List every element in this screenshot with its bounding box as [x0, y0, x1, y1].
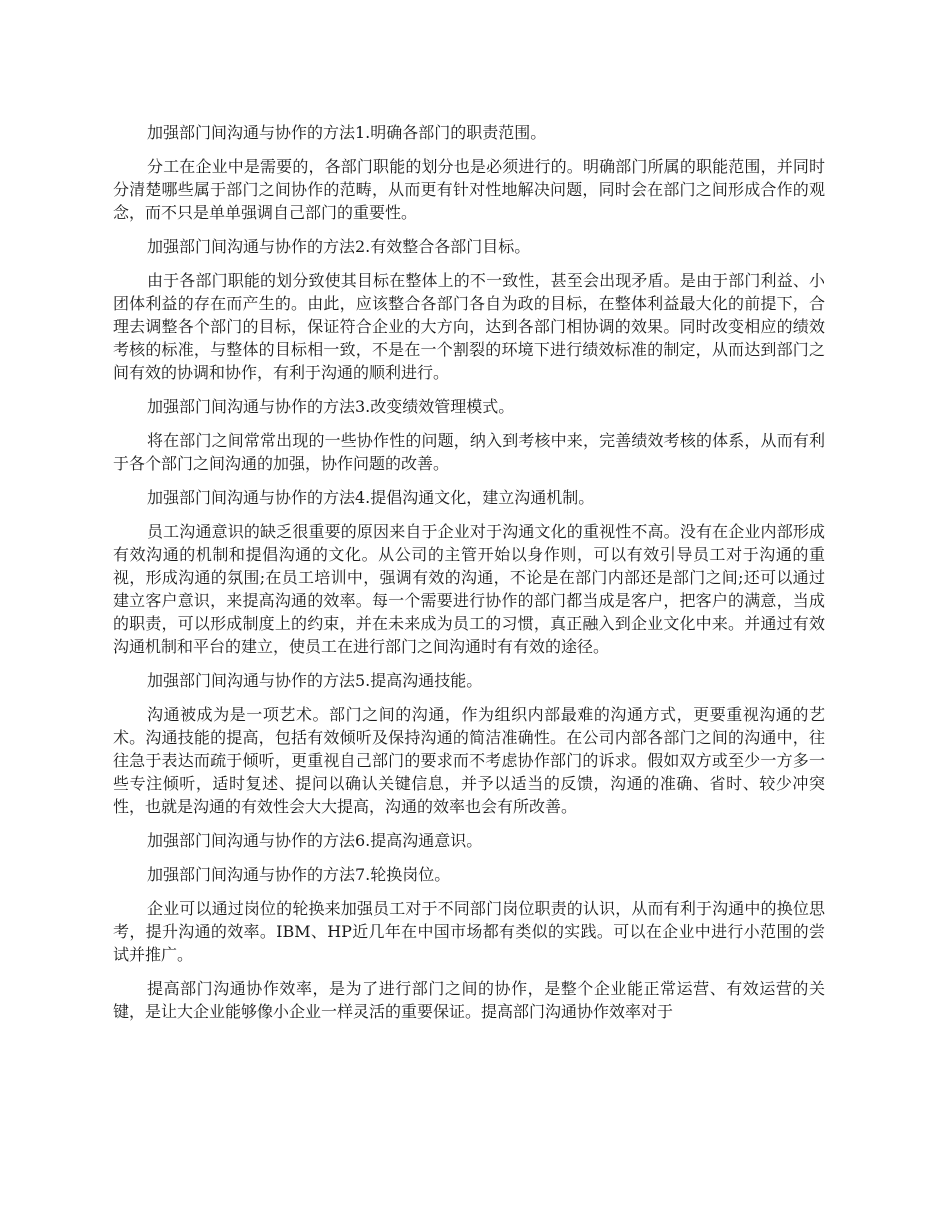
method-1-body: 分工在企业中是需要的，各部门职能的划分也是必须进行的。明确部门所属的职能范围，并同时分清楚哪些属于部门之间协作的范畴，从而更有针对性地解决问题，同时会在部门之间形成合作的观念，而不只是单单强调自己部门的重要性。: [113, 157, 825, 222]
method-7-heading: 加强部门间沟通与协作的方法7.轮换岗位。: [147, 865, 451, 884]
method-6-heading: 加强部门间沟通与协作的方法6.提高沟通意识。: [147, 831, 483, 850]
method-5-heading: 加强部门间沟通与协作的方法5.提高沟通技能。: [147, 671, 483, 690]
method-3-body: 将在部门之间常常出现的一些协作性的问题，纳入到考核中来，完善绩效考核的体系，从而有利于各个部门之间沟通的加强，协作问题的改善。: [113, 431, 825, 473]
conclusion-paragraph: 提高部门沟通协作效率，是为了进行部门之间的协作，是整个企业能正常运营、有效运营的关键，是让大企业能够像小企业一样灵活的重要保证。提高部门沟通协作效率对于: [113, 979, 825, 1021]
method-4-body: 员工沟通意识的缺乏很重要的原因来自于企业对于沟通文化的重视性不高。没有在企业内部形成有效沟通的机制和提倡沟通的文化。从公司的主管开始以身作则，可以有效引导员工对于沟通的重视，形成沟通的氛围;在员工培训中，强调有效的沟通，不论是在部门内部还是部门之间;还可以通过建立客户意识，来提高沟通的效率。每一个需要进行协作的部门都当成是客户，把客户的满意，当成的职责，可以形成制度上的约束，并在未来成为员工的习惯，真正融入到企业文化中来。并通过有效沟通机制和平台的建立，使员工在进行部门之间沟通时有有效的途径。: [113, 522, 825, 656]
method-4-heading: 加强部门间沟通与协作的方法4.提倡沟通文化，建立沟通机制。: [147, 488, 595, 507]
method-2-heading: 加强部门间沟通与协作的方法2.有效整合各部门目标。: [147, 237, 531, 256]
method-5-body: 沟通被成为是一项艺术。部门之间的沟通，作为组织内部最难的沟通方式，更要重视沟通的艺术。沟通技能的提高，包括有效倾听及保持沟通的简洁准确性。在公司内部各部门之间的沟通中，往往急于表达而疏于倾听，更重视自己部门的要求而不考虑协作部门的诉求。假如双方或至少一方多一些专注倾听，适时复述、提问以确认关键信息，并予以适当的反馈，沟通的准确、省时、较少冲突性，也就是沟通的有效性会大大提高，沟通的效率也会有所改善。: [113, 705, 825, 816]
method-7-body: 企业可以通过岗位的轮换来加强员工对于不同部门岗位职责的认识，从而有利于沟通中的换位思考，提升沟通的效率。IBM、HP近几年在中国市场都有类似的实践。可以在企业中进行小范围的尝试并推广。: [113, 899, 825, 964]
method-3-heading: 加强部门间沟通与协作的方法3.改变绩效管理模式。: [147, 397, 515, 416]
method-2-body: 由于各部门职能的划分致使其目标在整体上的不一致性，甚至会出现矛盾。是由于部门利益、小团体利益的存在而产生的。由此，应该整合各部门各自为政的目标，在整体利益最大化的前提下，合理去调整各个部门的目标，保证符合企业的大方向，达到各部门相协调的效果。同时改变相应的绩效考核的标准，与整体的目标相一致，不是在一个割裂的环境下进行绩效标准的制定，从而达到部门之间有效的协调和协作，有利于沟通的顺利进行。: [113, 271, 825, 382]
document-body: [113, 121, 825, 1034]
method-1-heading: 加强部门间沟通与协作的方法1.明确各部门的职责范围。: [147, 123, 547, 142]
